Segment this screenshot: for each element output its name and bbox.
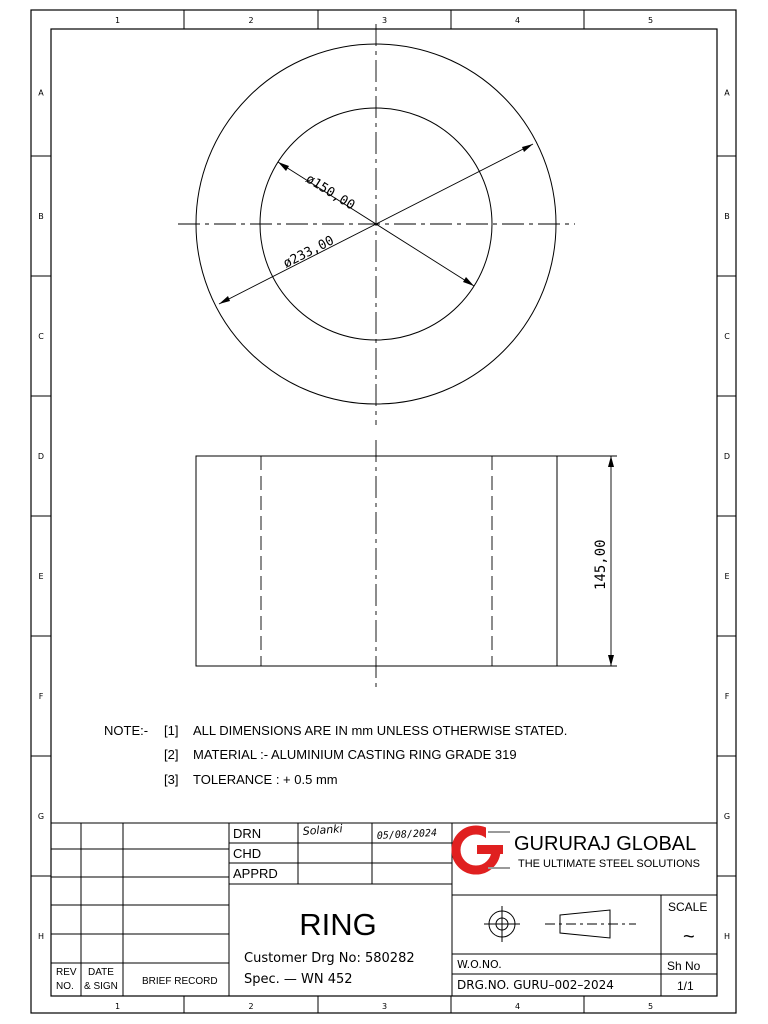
height-label: 145,00: [593, 539, 609, 590]
zone-row-label: H: [37, 932, 45, 941]
inner-dim-arrow-b: [463, 277, 474, 286]
outer-dim-arrow-b: [522, 144, 533, 152]
note-1-number: [1]: [164, 723, 179, 738]
brief-record-header: BRIEF RECORD: [142, 976, 218, 987]
notes-block: [104, 723, 567, 787]
drawing-number: DRG.NO. GURU–002–2024: [457, 978, 614, 992]
zone-column-label: 2: [248, 1002, 254, 1011]
zone-column-label: 4: [514, 1002, 521, 1011]
projection-symbol: [484, 906, 636, 942]
zone-row-label: B: [724, 212, 730, 221]
zone-row-label: C: [724, 332, 730, 341]
approvals: [233, 826, 278, 881]
sheet-label: Sh No: [667, 959, 701, 973]
company-name: GURURAJ GLOBAL: [514, 833, 697, 855]
chd-label: CHD: [233, 846, 262, 861]
zone-column-label: 3: [381, 1002, 388, 1011]
drn-label: DRN: [233, 826, 262, 841]
rev-header-2: NO.: [56, 981, 74, 992]
scale-sheet-block: [667, 900, 707, 993]
outer-diameter-label: ø233,00: [281, 233, 337, 272]
spec: Spec. — WN 452: [244, 972, 353, 987]
height-arrow-top: [608, 456, 614, 467]
ring-body-outline: [196, 456, 557, 666]
apprd-label: APPRD: [233, 866, 278, 881]
note-2-number: [2]: [164, 747, 179, 762]
date-header: DATE: [88, 967, 114, 978]
zone-row-label: A: [724, 88, 730, 98]
zone-column-label: 1: [114, 16, 121, 25]
scale-value: ~: [683, 926, 695, 948]
note-2-text: MATERIAL :- ALUMINIUM CASTING RING GRADE 319: [193, 747, 517, 762]
zone-column-label: 3: [381, 16, 388, 25]
zone-column-label: 5: [647, 1002, 654, 1011]
zone-column-label: 2: [248, 16, 254, 25]
notes-prefix: NOTE:-: [104, 723, 149, 738]
work-order-label: W.O.NO.: [457, 958, 502, 971]
zone-row-label: G: [723, 812, 731, 821]
zone-row-label: D: [37, 452, 45, 461]
drn-date: 05/08/2024: [376, 827, 438, 842]
inner-dim-arrow-a: [278, 162, 289, 171]
height-arrow-bottom: [608, 655, 614, 666]
zone-column-label: 5: [647, 16, 654, 25]
customer-drg-number: Customer Drg No: 580282: [244, 951, 415, 966]
note-1-text: ALL DIMENSIONS ARE IN mm UNLESS OTHERWISE STATED.: [193, 723, 568, 738]
zone-row-label: A: [38, 88, 44, 98]
zone-row-label: F: [38, 692, 44, 701]
company-tagline: THE ULTIMATE STEEL SOLUTIONS: [518, 858, 700, 870]
note-3-number: [3]: [164, 772, 179, 787]
company-logo: [456, 827, 510, 870]
inner-diameter-label: ø150,00: [302, 171, 358, 214]
zone-row-label: H: [723, 932, 731, 941]
note-3-text: TOLERANCE : + 0.5 mm: [193, 772, 338, 787]
date-header-2: & SIGN: [84, 981, 118, 992]
zone-row-label: E: [724, 572, 730, 581]
zone-column-label: 4: [514, 16, 521, 25]
drn-signature: Solanki: [302, 822, 344, 838]
zone-row-label: G: [37, 812, 45, 821]
zone-row-label: E: [38, 572, 44, 581]
rev-header: REV: [56, 967, 77, 978]
sheet-value: 1/1: [677, 979, 694, 993]
zone-row-label: F: [724, 692, 730, 701]
front-view: [196, 440, 617, 690]
zone-row-label: B: [38, 212, 44, 221]
part-name: RING: [299, 907, 377, 942]
top-view: [178, 24, 575, 425]
zone-column-label: 1: [114, 1002, 121, 1011]
scale-label: SCALE: [668, 900, 708, 914]
zone-row-label: D: [723, 452, 731, 461]
revision-headers: [56, 967, 218, 992]
outer-dim-arrow-a: [219, 296, 230, 304]
zone-row-label: C: [38, 332, 44, 341]
